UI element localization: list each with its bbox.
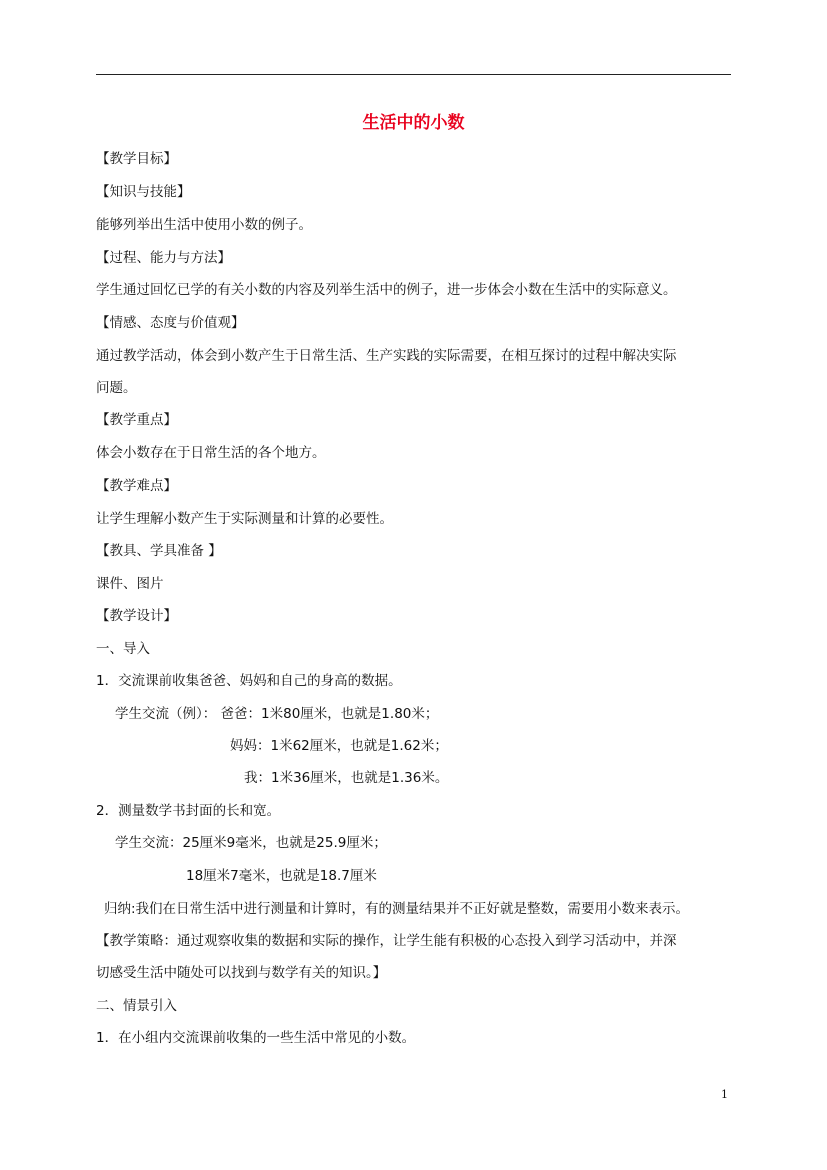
heading-key-points: 【教学重点】 — [96, 412, 177, 428]
strategy-line: 切感受生活中随处可以找到与数学有关的知识。】 — [96, 965, 387, 981]
summary-line: 归纳:我们在日常生活中进行测量和计算时，有的测量结果并不正好就是整数，需要用小数来表示。 — [104, 901, 690, 917]
paragraph-line: 问题。 — [96, 380, 137, 396]
list-item: 1．在小组内交流课前收集的一些生活中常见的小数。 — [96, 1030, 416, 1046]
heading-objectives: 【教学目标】 — [96, 151, 177, 167]
heading-process-methods: 【过程、能力与方法】 — [96, 250, 231, 266]
example-line: 学生交流（例）： 爸爸：1米80厘米，也就是1.80米； — [115, 706, 439, 722]
section-heading: 一、导入 — [96, 641, 150, 657]
paragraph-line: 学生通过回忆已学的有关小数的内容及列举生活中的例子，进一步体会小数在生活中的实际意义。 — [96, 282, 677, 298]
example-line: 我：1米36厘米，也就是1.36米。 — [244, 770, 449, 786]
paragraph-line: 让学生理解小数产生于实际测量和计算的必要性。 — [96, 511, 393, 527]
heading-knowledge-skills: 【知识与技能】 — [96, 184, 191, 200]
heading-materials: 【教具、学具准备 】 — [96, 543, 222, 559]
paragraph-line: 通过教学活动，体会到小数产生于日常生活、生产实践的实际需要，在相互探讨的过程中解决实际 — [96, 348, 677, 364]
list-item: 1．交流课前收集爸爸、妈妈和自己的身高的数据。 — [96, 673, 402, 689]
page-number: 1 — [721, 1088, 728, 1101]
example-line: 妈妈：1米62厘米，也就是1.62米； — [230, 738, 448, 754]
paragraph-line: 能够列举出生活中使用小数的例子。 — [96, 217, 312, 233]
paragraph-line: 体会小数存在于日常生活的各个地方。 — [96, 445, 326, 461]
strategy-line: 【教学策略：通过观察收集的数据和实际的操作，让学生能有积极的心态投入到学习活动中，并深 — [96, 933, 677, 949]
section-heading: 二、情景引入 — [96, 998, 177, 1014]
paragraph-line: 课件、图片 — [96, 576, 164, 592]
example-line: 学生交流：25厘米9毫米，也就是25.9厘米； — [115, 835, 387, 851]
header-rule — [96, 74, 731, 75]
example-line: 18厘米7毫米，也就是18.7厘米 — [186, 868, 377, 884]
heading-design: 【教学设计】 — [96, 608, 177, 624]
heading-attitude-values: 【情感、态度与价值观】 — [96, 315, 245, 331]
heading-difficulties: 【教学难点】 — [96, 478, 177, 494]
list-item: 2．测量数学书封面的长和宽。 — [96, 803, 281, 819]
page-title: 生活中的小数 — [362, 113, 465, 133]
